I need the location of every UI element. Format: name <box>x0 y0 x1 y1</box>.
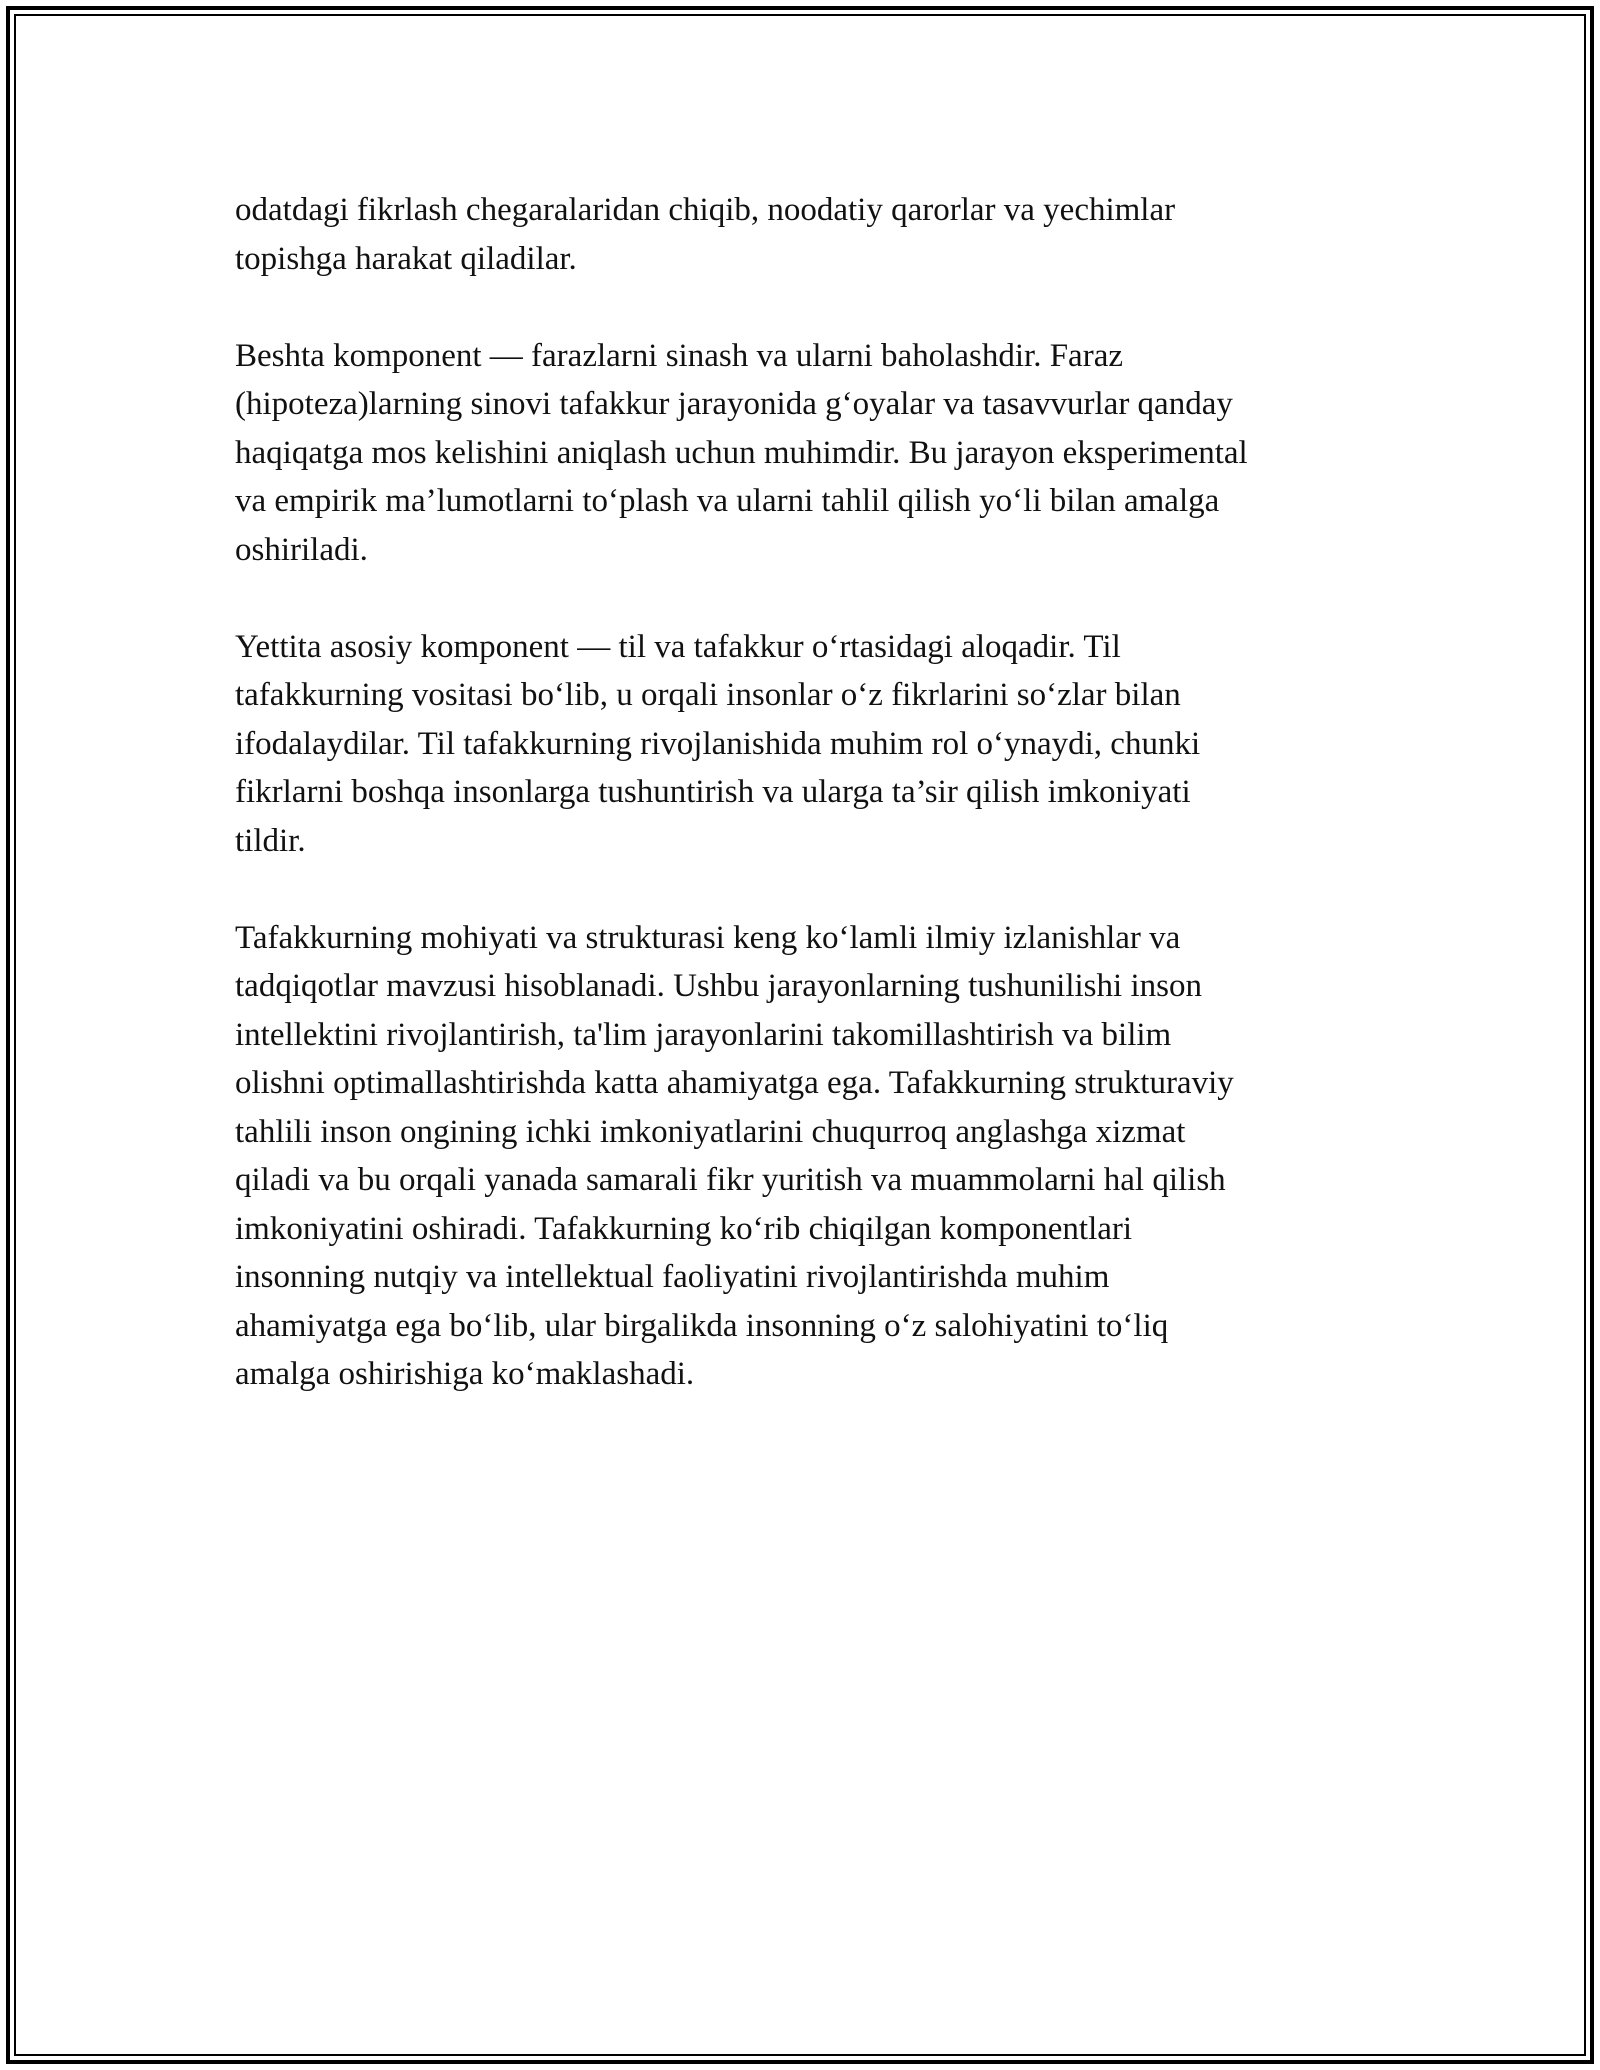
document-body <box>235 186 1385 1447</box>
text-line: (hipoteza)larning sinovi tafakkur jarayonida g‘oyalar va tasavvurlar qanday <box>235 386 1233 422</box>
text-line: Tafakkurning mohiyati va strukturasi keng ko‘lamli ilmiy izlanishlar va <box>235 919 1181 956</box>
text-line: imkoniyatini oshiradi. Tafakkurning ko‘rib chiqilgan komponentlari <box>235 1210 1133 1247</box>
text-line: ahamiyatga ega bo‘lib, ular birgalikda insonning o‘z salohiyatini to‘liq <box>235 1307 1169 1344</box>
text-line: fikrlarni boshqa insonlarga tushuntirish va ularga ta’sir qilish imkoniyati <box>235 774 1191 810</box>
text-line: ifodalaydilar. Til tafakkurning rivojlanishida muhim rol o‘ynaydi, chunki <box>235 725 1201 762</box>
paragraph <box>235 186 1385 283</box>
text-line: Yettita asosiy komponent — til va tafakkur o‘rtasidagi aloqadir. Til <box>235 628 1121 665</box>
text-line: topishga harakat qiladilar. <box>235 240 577 277</box>
text-line: oshiriladi. <box>235 531 368 568</box>
text-line: amalga oshirishiga ko‘maklashadi. <box>235 1356 695 1392</box>
paragraph <box>235 623 1385 866</box>
text-line: insonning nutqiy va intellektual faoliyatini rivojlantirishda muhim <box>235 1259 1110 1295</box>
text-line: tadqiqotlar mavzusi hisoblanadi. Ushbu jarayonlarning tushunilishi inson <box>235 968 1202 1004</box>
text-line: intellektini rivojlantirish, ta'lim jarayonlarini takomillashtirish va bilim <box>235 1016 1172 1053</box>
text-line: Beshta komponent — farazlarni sinash va ularni baholashdir. Faraz <box>235 337 1123 374</box>
text-line: qiladi va bu orqali yanada samarali fikr yuritish va muammolarni hal qilish <box>235 1162 1226 1198</box>
text-line: olishni optimallashtirishda katta ahamiyatga ega. Tafakkurning strukturaviy <box>235 1065 1234 1101</box>
text-line: tildir. <box>235 822 306 859</box>
text-line: odatdagi fikrlash chegaralaridan chiqib, noodatiy qarorlar va yechimlar <box>235 192 1176 228</box>
paragraph <box>235 914 1385 1399</box>
text-line: va empirik ma’lumotlarni to‘plash va ularni tahlil qilish yo‘li bilan amalga <box>235 483 1220 519</box>
text-line: haqiqatga mos kelishini aniqlash uchun muhimdir. Bu jarayon eksperimental <box>235 434 1248 471</box>
paragraph <box>235 332 1385 575</box>
text-line: tafakkurning vositasi bo‘lib, u orqali insonlar o‘z fikrlarini so‘zlar bilan <box>235 677 1181 713</box>
text-line: tahlili inson ongining ichki imkoniyatlarini chuqurroq anglashga xizmat <box>235 1113 1186 1150</box>
